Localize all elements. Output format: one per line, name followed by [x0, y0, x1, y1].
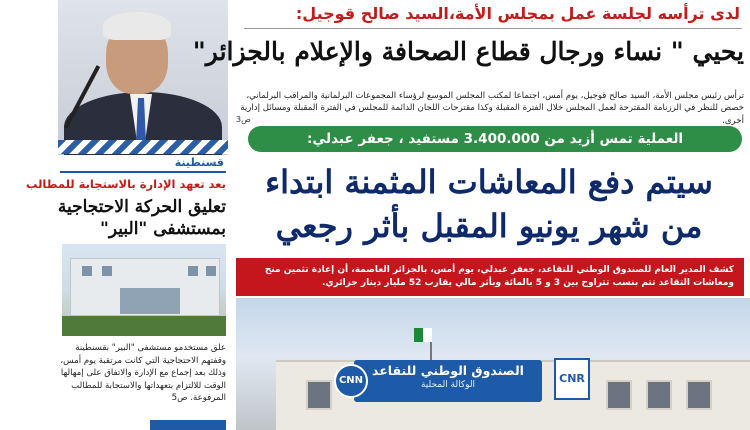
building-window	[646, 380, 672, 410]
top-headline[interactable]: يحيي " نساء ورجال قطاع الصحافة والإعلام بالجزائر"	[192, 37, 744, 66]
main-banner: العملية تمس أزيد من 3.400.000 مستفيد ، جعفر عبدلي:	[248, 126, 742, 152]
cnr-logo: CNR	[554, 358, 590, 400]
hospital-window	[188, 266, 198, 276]
main-headline[interactable]	[236, 160, 742, 248]
hospital-hedge	[62, 316, 226, 336]
building-window	[686, 380, 712, 410]
decorative-stripes	[58, 140, 228, 154]
kicker-rule	[244, 28, 742, 29]
sign-main-text: الصندوق الوطني للتقاعد	[372, 363, 524, 378]
main-headline-line1: سيتم دفع المعاشات المثمنة ابتداء	[265, 163, 713, 201]
algeria-flag-icon	[414, 328, 432, 342]
building-window	[606, 380, 632, 410]
section-label: قسنطينة	[174, 156, 224, 169]
main-headline-line2: من شهر يونيو المقبل بأثر رجعي	[275, 207, 703, 245]
main-lead: كشف المدير العام للصندوق الوطني للتقاعد، جعفر عبدلي، يوم أمس، بالجزائر العاصمة، أن إعادة تثمين منح ومعاشات التقاعد تتم بنسب تتراوح بين 3 و 5 بالمائة وبأثر مالي يقارب 52 مليار دينار جزائري.	[236, 258, 744, 296]
hospital-window	[206, 266, 216, 276]
fund-sign	[338, 360, 542, 402]
sign-sub-text: الوكالة المحلية	[420, 380, 476, 390]
side-body	[50, 342, 226, 405]
next-section-bar	[150, 420, 226, 430]
hospital-window	[102, 266, 112, 276]
portrait-hair	[103, 12, 171, 40]
top-page-ref[interactable]: ص3	[236, 115, 251, 124]
main-photo	[236, 298, 750, 430]
sign-logo-badge: CNN	[334, 364, 368, 398]
top-kicker: لدى ترأسه لجلسة عمل بمجلس الأمة،السيد صالح قوجيل:	[295, 4, 740, 23]
hospital-photo	[62, 244, 226, 336]
side-page-ref[interactable]: ص5	[171, 393, 188, 404]
top-body: ترأس رئيس مجلس الأمة، السيد صالح قوجيل، يوم أمس، اجتماعا لمكتب المجلس الموسع لرؤساء المجموعات البرلمانية والمراقب البرلماني، خصص للنظر في الرزنامة المقترحة لعمل المجلس خلال الفترة المقبلة وكذا مقترحات اللجان الدائمة للمجلس في الفترة المقبلة ومسائل إدارية أخرى.	[240, 91, 744, 126]
portrait-photo	[58, 0, 228, 155]
side-subheadline: بعد تعهد الإدارة بالاستجابة للمطالب	[25, 177, 226, 191]
side-body-text: علق مستخدمو مستشفى "البير" بقسنطينة وقفتهم الاحتجاجية التي كانت مرتقبة يوم أمس، وذلك بعد إجماع مع الإدارة والاتفاق على إمهالها الوقت للالتزام بتعهداتها والاستجابة للمطالب المرفوعة.	[60, 343, 226, 404]
hospital-window	[82, 266, 92, 276]
hospital-entrance	[120, 288, 180, 314]
building-window	[306, 380, 332, 410]
section-rule	[60, 171, 226, 173]
side-headline[interactable]: تعليق الحركة الاحتجاجية بمستشفى "البير"	[57, 197, 226, 239]
